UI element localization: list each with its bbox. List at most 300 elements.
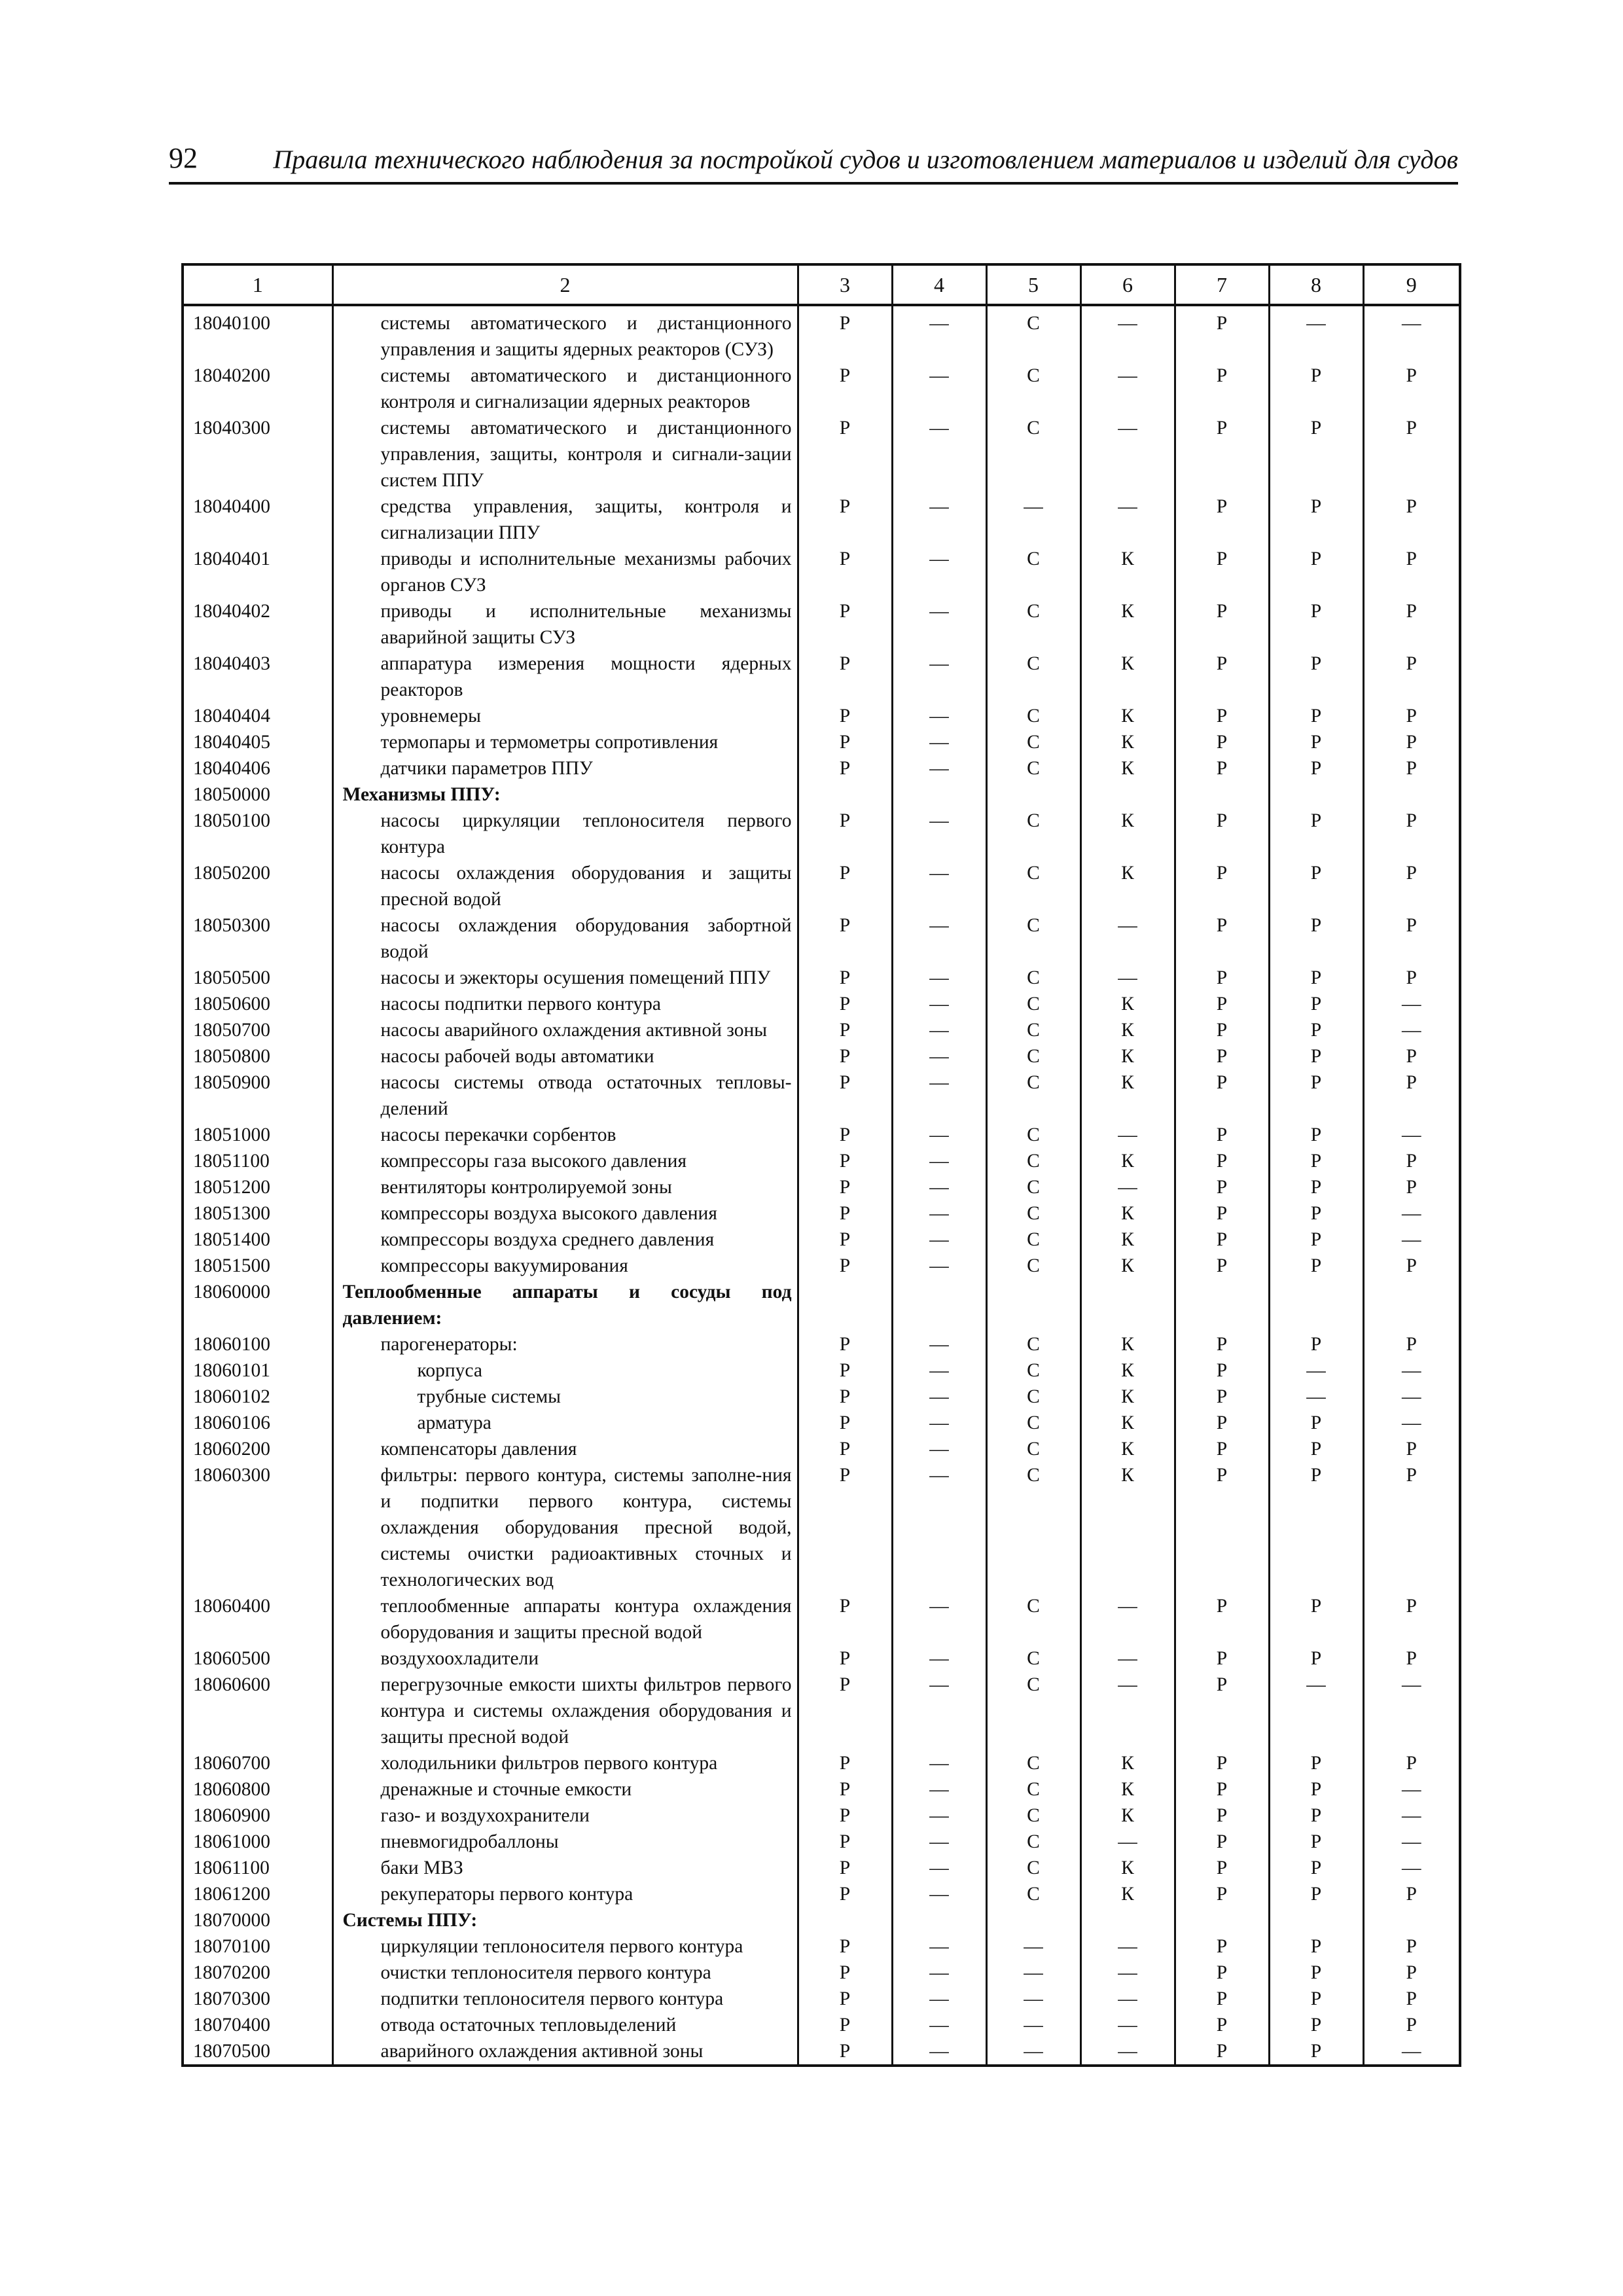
mark-col-9: Р [1363, 1881, 1460, 1907]
mark-col-3: Р [798, 1410, 892, 1436]
item-description: уровнемеры [332, 703, 798, 729]
mark-col-4: — [892, 1253, 986, 1279]
mark-col-7: Р [1175, 808, 1269, 860]
item-code: 18051100 [183, 1148, 332, 1174]
item-code: 18061000 [183, 1829, 332, 1855]
column-header: 7 [1175, 264, 1269, 305]
mark-col-9: Р [1363, 1750, 1460, 1776]
mark-col-3: Р [798, 965, 892, 991]
mark-col-7: Р [1175, 305, 1269, 363]
mark-col-9: Р [1363, 1253, 1460, 1279]
item-description: баки МВЗ [332, 1855, 798, 1881]
table-row [183, 493, 1460, 546]
mark-col-4: — [892, 363, 986, 415]
item-code: 18060102 [183, 1384, 332, 1410]
mark-col-5: С [986, 305, 1080, 363]
mark-col-3: Р [798, 1069, 892, 1122]
table-row [183, 1645, 1460, 1672]
mark-col-7: Р [1175, 1384, 1269, 1410]
mark-col-5: С [986, 755, 1080, 781]
mark-col-3: Р [798, 1672, 892, 1750]
item-description: компенсаторы давления [332, 1436, 798, 1462]
mark-col-7: Р [1175, 1043, 1269, 1069]
item-code: 18060000 [183, 1279, 332, 1331]
mark-col-7: Р [1175, 493, 1269, 546]
mark-col-9: — [1363, 1672, 1460, 1750]
table-row [183, 598, 1460, 651]
mark-col-9: — [1363, 2038, 1460, 2066]
mark-col-5: — [986, 1986, 1080, 2012]
mark-col-9: — [1363, 305, 1460, 363]
mark-col-3: Р [798, 991, 892, 1017]
table-row [183, 1436, 1460, 1462]
mark-col-3: Р [798, 1017, 892, 1043]
mark-col-5: С [986, 1357, 1080, 1384]
mark-col-3 [798, 1907, 892, 1933]
mark-col-4: — [892, 1803, 986, 1829]
mark-col-7: Р [1175, 1750, 1269, 1776]
mark-col-5: С [986, 1462, 1080, 1593]
mark-col-5: С [986, 965, 1080, 991]
column-header: 9 [1363, 264, 1460, 305]
mark-col-9: — [1363, 1357, 1460, 1384]
mark-col-6: К [1080, 1803, 1175, 1829]
mark-col-7: Р [1175, 860, 1269, 912]
item-description: компрессоры вакуумирования [332, 1253, 798, 1279]
mark-col-3: Р [798, 1829, 892, 1855]
mark-col-9: — [1363, 1410, 1460, 1436]
item-code: 18040200 [183, 363, 332, 415]
mark-col-6: К [1080, 651, 1175, 703]
table-row [183, 2038, 1460, 2066]
mark-col-8: Р [1269, 965, 1363, 991]
item-code: 18040300 [183, 415, 332, 493]
mark-col-5: — [986, 493, 1080, 546]
mark-col-6: К [1080, 1148, 1175, 1174]
mark-col-8: Р [1269, 1593, 1363, 1645]
mark-col-6: К [1080, 598, 1175, 651]
table-row [183, 1960, 1460, 1986]
item-code: 18050200 [183, 860, 332, 912]
item-description: холодильники фильтров первого контура [332, 1750, 798, 1776]
mark-col-7: Р [1175, 363, 1269, 415]
mark-col-4: — [892, 1881, 986, 1907]
mark-col-6: — [1080, 363, 1175, 415]
mark-col-3: Р [798, 912, 892, 965]
item-code: 18040100 [183, 305, 332, 363]
mark-col-3: Р [798, 493, 892, 546]
mark-col-6: — [1080, 493, 1175, 546]
mark-col-6: К [1080, 755, 1175, 781]
mark-col-3: Р [798, 1357, 892, 1384]
item-code: 18060500 [183, 1645, 332, 1672]
mark-col-8: Р [1269, 703, 1363, 729]
mark-col-5: С [986, 1672, 1080, 1750]
mark-col-6: — [1080, 2012, 1175, 2038]
mark-col-6: К [1080, 1410, 1175, 1436]
mark-col-6: — [1080, 1986, 1175, 2012]
mark-col-7: Р [1175, 1672, 1269, 1750]
mark-col-8: Р [1269, 2038, 1363, 2066]
mark-col-6: — [1080, 1645, 1175, 1672]
mark-col-3: Р [798, 1776, 892, 1803]
column-header: 8 [1269, 264, 1363, 305]
group-heading: Механизмы ППУ: [332, 781, 798, 808]
mark-col-5: С [986, 703, 1080, 729]
mark-col-5: С [986, 1174, 1080, 1200]
mark-col-5: С [986, 1200, 1080, 1227]
mark-col-3: Р [798, 1148, 892, 1174]
mark-col-3: Р [798, 1122, 892, 1148]
mark-col-8: Р [1269, 1960, 1363, 1986]
mark-col-5: — [986, 1960, 1080, 1986]
table-row [183, 781, 1460, 808]
item-code: 18070500 [183, 2038, 332, 2066]
item-code: 18060106 [183, 1410, 332, 1436]
mark-col-9: Р [1363, 598, 1460, 651]
mark-col-4: — [892, 1200, 986, 1227]
mark-col-8: Р [1269, 546, 1363, 598]
item-description: приводы и исполнительные механизмы аварийной защиты СУЗ [332, 598, 798, 651]
mark-col-3: Р [798, 546, 892, 598]
mark-col-6: К [1080, 1750, 1175, 1776]
mark-col-9: — [1363, 1384, 1460, 1410]
item-description: насосы охлаждения оборудования и защиты пресной водой [332, 860, 798, 912]
item-description: воздухоохладители [332, 1645, 798, 1672]
mark-col-3: Р [798, 1986, 892, 2012]
mark-col-5: С [986, 1384, 1080, 1410]
mark-col-4: — [892, 1672, 986, 1750]
mark-col-9: — [1363, 1855, 1460, 1881]
mark-col-4: — [892, 651, 986, 703]
mark-col-5: С [986, 1227, 1080, 1253]
table-row [183, 1200, 1460, 1227]
table-row [183, 1227, 1460, 1253]
item-description: насосы охлаждения оборудования забортной водой [332, 912, 798, 965]
mark-col-5: С [986, 729, 1080, 755]
mark-col-5: — [986, 2038, 1080, 2066]
mark-col-4: — [892, 703, 986, 729]
item-description: насосы аварийного охлаждения активной зоны [332, 1017, 798, 1043]
mark-col-4: — [892, 991, 986, 1017]
mark-col-9: Р [1363, 363, 1460, 415]
table-row [183, 1069, 1460, 1122]
mark-col-9: Р [1363, 1069, 1460, 1122]
mark-col-4: — [892, 1410, 986, 1436]
column-header: 5 [986, 264, 1080, 305]
mark-col-8: Р [1269, 1069, 1363, 1122]
mark-col-6: — [1080, 305, 1175, 363]
mark-col-4: — [892, 965, 986, 991]
mark-col-7: Р [1175, 598, 1269, 651]
mark-col-5: С [986, 1148, 1080, 1174]
item-code: 18060200 [183, 1436, 332, 1462]
mark-col-8: — [1269, 1357, 1363, 1384]
mark-col-7: Р [1175, 991, 1269, 1017]
mark-col-5: С [986, 651, 1080, 703]
mark-col-3: Р [798, 1960, 892, 1986]
running-title: Правила технического наблюдения за постройкой судов и изготовлением материалов и изделий для судов [273, 145, 1458, 174]
mark-col-4: — [892, 729, 986, 755]
mark-col-7: Р [1175, 1017, 1269, 1043]
mark-col-8: Р [1269, 1645, 1363, 1672]
mark-col-4: — [892, 1384, 986, 1410]
mark-col-8: Р [1269, 1227, 1363, 1253]
item-description: парогенераторы: [332, 1331, 798, 1357]
table-row [183, 991, 1460, 1017]
item-code: 18050100 [183, 808, 332, 860]
item-description: насосы перекачки сорбентов [332, 1122, 798, 1148]
mark-col-8: Р [1269, 729, 1363, 755]
item-code: 18070200 [183, 1960, 332, 1986]
mark-col-5: — [986, 2012, 1080, 2038]
mark-col-9 [1363, 1907, 1460, 1933]
mark-col-7: Р [1175, 1986, 1269, 2012]
mark-col-9: Р [1363, 651, 1460, 703]
mark-col-3: Р [798, 651, 892, 703]
mark-col-4: — [892, 415, 986, 493]
table-row [183, 1672, 1460, 1750]
item-code: 18050700 [183, 1017, 332, 1043]
item-code: 18060600 [183, 1672, 332, 1750]
table-row [183, 1017, 1460, 1043]
mark-col-9: Р [1363, 1436, 1460, 1462]
mark-col-6: К [1080, 1331, 1175, 1357]
table-row [183, 1750, 1460, 1776]
item-code: 18051200 [183, 1174, 332, 1200]
mark-col-5: С [986, 1776, 1080, 1803]
mark-col-7: Р [1175, 1462, 1269, 1593]
mark-col-7: Р [1175, 729, 1269, 755]
item-description: аппаратура измерения мощности ядерных реакторов [332, 651, 798, 703]
item-code: 18051400 [183, 1227, 332, 1253]
item-code: 18040406 [183, 755, 332, 781]
mark-col-7: Р [1175, 2038, 1269, 2066]
item-description: аварийного охлаждения активной зоны [332, 2038, 798, 2066]
mark-col-9: Р [1363, 912, 1460, 965]
mark-col-4 [892, 1279, 986, 1331]
mark-col-9: Р [1363, 493, 1460, 546]
mark-col-7: Р [1175, 1122, 1269, 1148]
item-description: средства управления, защиты, контроля и сигнализации ППУ [332, 493, 798, 546]
mark-col-9: Р [1363, 755, 1460, 781]
item-description: насосы циркуляции теплоносителя первого контура [332, 808, 798, 860]
mark-col-4: — [892, 912, 986, 965]
mark-col-3: Р [798, 808, 892, 860]
mark-col-6: — [1080, 1672, 1175, 1750]
mark-col-7: Р [1175, 2012, 1269, 2038]
item-code: 18050500 [183, 965, 332, 991]
table-body [183, 305, 1460, 2066]
table-row [183, 1122, 1460, 1148]
mark-col-8: Р [1269, 1148, 1363, 1174]
mark-col-9: — [1363, 1829, 1460, 1855]
mark-col-4: — [892, 1122, 986, 1148]
table-row [183, 703, 1460, 729]
item-code: 18070000 [183, 1907, 332, 1933]
mark-col-5: С [986, 1043, 1080, 1069]
mark-col-6: К [1080, 860, 1175, 912]
mark-col-3: Р [798, 1462, 892, 1593]
mark-col-4: — [892, 1148, 986, 1174]
mark-col-4: — [892, 1462, 986, 1593]
page-number: 92 [169, 142, 198, 174]
mark-col-6 [1080, 781, 1175, 808]
item-description: перегрузочные емкости шихты фильтров первого контура и системы охлаждения оборудования и защиты пресной водой [332, 1672, 798, 1750]
mark-col-6: К [1080, 1776, 1175, 1803]
table-row [183, 1357, 1460, 1384]
mark-col-3: Р [798, 363, 892, 415]
mark-col-5 [986, 781, 1080, 808]
mark-col-5: С [986, 546, 1080, 598]
mark-col-8: Р [1269, 991, 1363, 1017]
mark-col-9: Р [1363, 1148, 1460, 1174]
mark-col-3: Р [798, 1436, 892, 1462]
item-description: арматура [332, 1410, 798, 1436]
mark-col-8: Р [1269, 1933, 1363, 1960]
mark-col-5: С [986, 1122, 1080, 1148]
mark-col-6: К [1080, 1357, 1175, 1384]
mark-col-3: Р [798, 598, 892, 651]
mark-col-7: Р [1175, 1881, 1269, 1907]
mark-col-4: — [892, 546, 986, 598]
table-row [183, 1462, 1460, 1593]
table-row [183, 651, 1460, 703]
mark-col-4: — [892, 598, 986, 651]
table-row [183, 305, 1460, 363]
mark-col-9: Р [1363, 1645, 1460, 1672]
mark-col-7: Р [1175, 1960, 1269, 1986]
column-header: 1 [183, 264, 332, 305]
mark-col-3 [798, 1279, 892, 1331]
item-description: термопары и термометры сопротивления [332, 729, 798, 755]
mark-col-4: — [892, 860, 986, 912]
column-number-row [183, 264, 1460, 305]
item-code: 18060800 [183, 1776, 332, 1803]
table-row [183, 1933, 1460, 1960]
item-description: системы автоматического и дистанционного контроля и сигнализации ядерных реакторов [332, 363, 798, 415]
mark-col-9: Р [1363, 860, 1460, 912]
mark-col-6: К [1080, 1855, 1175, 1881]
item-code: 18060400 [183, 1593, 332, 1645]
mark-col-7: Р [1175, 965, 1269, 991]
mark-col-6: К [1080, 1227, 1175, 1253]
mark-col-6: — [1080, 415, 1175, 493]
table-row [183, 1881, 1460, 1907]
mark-col-4: — [892, 1436, 986, 1462]
mark-col-3 [798, 781, 892, 808]
mark-col-9: — [1363, 1017, 1460, 1043]
column-header: 6 [1080, 264, 1175, 305]
mark-col-4: — [892, 808, 986, 860]
item-description: фильтры: первого контура, системы заполне-ния и подпитки первого контура, системы охлаждения оборудования пресной водой, системы очистки радиоактивных сточных и технологических вод [332, 1462, 798, 1593]
mark-col-8: Р [1269, 755, 1363, 781]
mark-col-8: Р [1269, 1253, 1363, 1279]
item-description: компрессоры газа высокого давления [332, 1148, 798, 1174]
mark-col-8: Р [1269, 860, 1363, 912]
mark-col-6: К [1080, 1017, 1175, 1043]
mark-col-9: Р [1363, 1462, 1460, 1593]
mark-col-6: К [1080, 1069, 1175, 1122]
mark-col-6: — [1080, 2038, 1175, 2066]
item-description: компрессоры воздуха высокого давления [332, 1200, 798, 1227]
page-header [169, 140, 1458, 185]
mark-col-3: Р [798, 1227, 892, 1253]
table-row [183, 860, 1460, 912]
mark-col-5: С [986, 1253, 1080, 1279]
mark-col-8: Р [1269, 363, 1363, 415]
mark-col-7: Р [1175, 1174, 1269, 1200]
mark-col-7 [1175, 1907, 1269, 1933]
item-description: отвода остаточных тепловыделений [332, 2012, 798, 2038]
mark-col-5: С [986, 912, 1080, 965]
mark-col-8: Р [1269, 1462, 1363, 1593]
mark-col-8 [1269, 1279, 1363, 1331]
mark-col-7: Р [1175, 755, 1269, 781]
mark-col-9: — [1363, 1227, 1460, 1253]
mark-col-5: С [986, 1803, 1080, 1829]
mark-col-6: К [1080, 1462, 1175, 1593]
mark-col-9: Р [1363, 1174, 1460, 1200]
mark-col-9 [1363, 1279, 1460, 1331]
mark-col-8: Р [1269, 1200, 1363, 1227]
mark-col-5: С [986, 860, 1080, 912]
mark-col-9: Р [1363, 729, 1460, 755]
mark-col-3: Р [798, 1750, 892, 1776]
mark-col-7: Р [1175, 1855, 1269, 1881]
table-row [183, 1907, 1460, 1933]
table-row [183, 1043, 1460, 1069]
table-row [183, 1331, 1460, 1357]
table-row [183, 1776, 1460, 1803]
mark-col-3: Р [798, 1200, 892, 1227]
mark-col-8: — [1269, 1384, 1363, 1410]
mark-col-5 [986, 1907, 1080, 1933]
item-description: газо- и воздухохранители [332, 1803, 798, 1829]
column-header: 2 [332, 264, 798, 305]
item-code: 18040404 [183, 703, 332, 729]
mark-col-3: Р [798, 1881, 892, 1907]
mark-col-9: — [1363, 991, 1460, 1017]
mark-col-4: — [892, 1776, 986, 1803]
mark-col-3: Р [798, 1855, 892, 1881]
mark-col-4: — [892, 1357, 986, 1384]
mark-col-5: — [986, 1933, 1080, 1960]
item-code: 18040402 [183, 598, 332, 651]
item-code: 18050300 [183, 912, 332, 965]
mark-col-9: Р [1363, 1331, 1460, 1357]
mark-col-6: К [1080, 1200, 1175, 1227]
group-heading: Теплообменные аппараты и сосуды под давлением: [332, 1279, 798, 1331]
table-row [183, 912, 1460, 965]
mark-col-7: Р [1175, 1436, 1269, 1462]
mark-col-6: — [1080, 965, 1175, 991]
mark-col-8: Р [1269, 598, 1363, 651]
mark-col-7: Р [1175, 1593, 1269, 1645]
mark-col-8: Р [1269, 1855, 1363, 1881]
mark-col-4: — [892, 1933, 986, 1960]
item-code: 18050900 [183, 1069, 332, 1122]
item-code: 18060300 [183, 1462, 332, 1593]
mark-col-7: Р [1175, 1410, 1269, 1436]
mark-col-5: С [986, 598, 1080, 651]
mark-col-6: — [1080, 1174, 1175, 1200]
mark-col-7: Р [1175, 1069, 1269, 1122]
mark-col-4: — [892, 1750, 986, 1776]
mark-col-7: Р [1175, 1227, 1269, 1253]
mark-col-4 [892, 781, 986, 808]
mark-col-7: Р [1175, 546, 1269, 598]
